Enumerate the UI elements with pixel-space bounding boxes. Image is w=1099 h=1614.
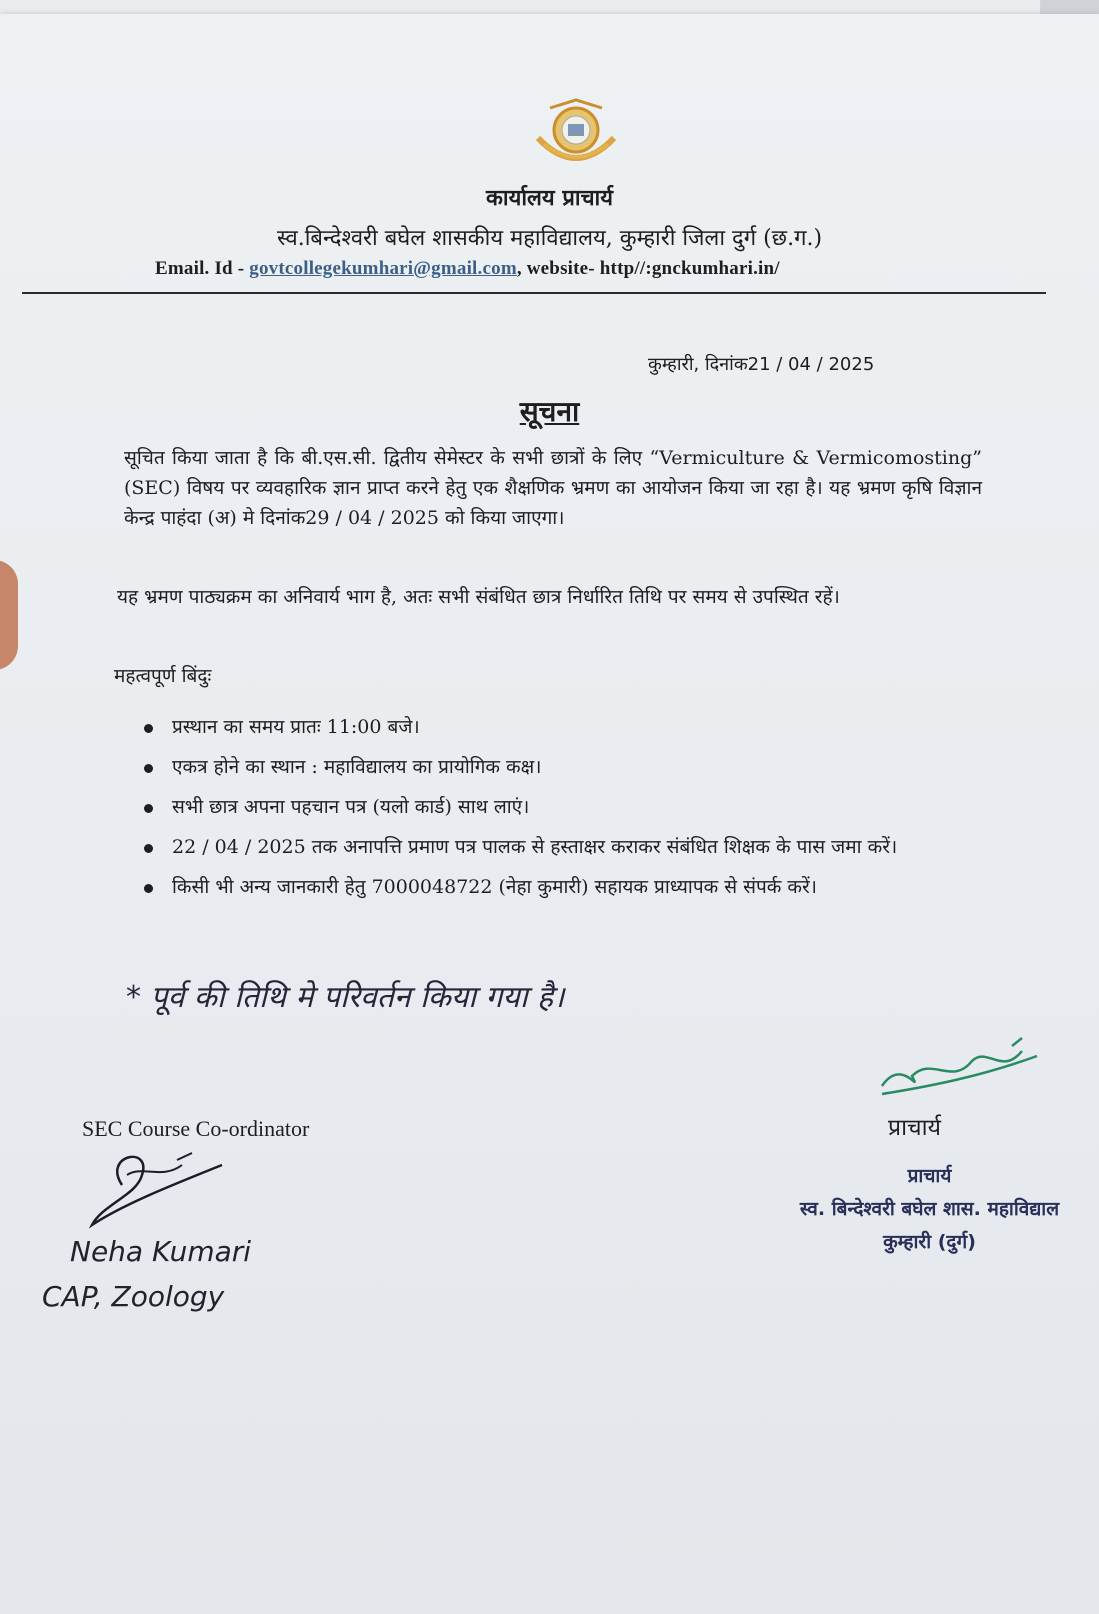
office-heading: कार्यालय प्राचार्य: [485, 185, 614, 211]
paragraph-2: यह भ्रमण पाठ्यक्रम का अनिवार्य भाग है, अतः सभी संबंधित छात्र निर्धारित तिथि पर समय से उपस्थित रहें।: [117, 586, 840, 608]
principal-stamp: [760, 1160, 1099, 1259]
list-item: 22 / 04 / 2025 तक अनापत्ति प्रमाण पत्र पालक से हस्ताक्षर कराकर संबंधित शिक्षक के पास जमा करें।: [136, 832, 1016, 862]
list-item: एकत्र होने का स्थान : महाविद्यालय का प्रायोगिक कक्ष।: [136, 752, 1016, 782]
principal-label: प्राचार्य: [888, 1115, 941, 1141]
coordinator-name: Neha Kumari: [70, 1235, 252, 1268]
coordinator-department: CAP, Zoology: [42, 1280, 225, 1313]
coordinator-signature-icon: [82, 1145, 232, 1235]
stamp-title: प्राचार्य: [907, 1165, 952, 1187]
principal-signature-icon: [872, 1036, 1042, 1106]
stamp-college: स्व. बिन्देश्वरी बघेल शास. महाविद्याल: [799, 1198, 1060, 1220]
list-item: सभी छात्र अपना पहचान पत्र (यलो कार्ड) साथ लाएं।: [136, 792, 1016, 822]
header-divider: [22, 292, 1046, 294]
coordinator-label: SEC Course Co-ordinator: [82, 1116, 310, 1141]
email-label: Email. Id -: [155, 258, 250, 279]
list-item: प्रस्थान का समय प्रातः 11:00 बजे।: [136, 712, 1016, 742]
contact-line: [155, 258, 780, 280]
points-label: महत्वपूर्ण बिंदुः: [114, 665, 212, 687]
website-text: , website- http//:gnckumhari.in/: [516, 258, 780, 279]
college-name: स्व.बिन्देश्वरी बघेल शासकीय महाविद्यालय, कुम्हारी जिला दुर्ग (छ.ग.): [276, 226, 823, 251]
list-item: किसी भी अन्य जानकारी हेतु 7000048722 (नेहा कुमारी) सहायक प्राध्यापक से संपर्क करें।: [136, 872, 1016, 902]
email-link[interactable]: govtcollegekumhari@gmail.com: [249, 258, 517, 279]
handwritten-note: * पूर्व की तिथि मे परिवर्तन किया गया है।: [126, 980, 565, 1015]
paragraph-1: सूचित किया जाता है कि बी.एस.सी. द्वितीय सेमेस्टर के सभी छात्रों के लिए “Vermiculture & Vermicomosting” (SEC) विषय पर व्यवहारिक ज्ञान प्राप्त करने हेतु एक शैक्षणिक भ्रमण का आयोजन किया जा रहा है। यह भ्रमण कृषि विज्ञान केन्द्र पाहंदा (अ) मे दिनांक29 / 04 / 2025 को किया जाएगा।: [124, 447, 982, 529]
notice-title: सूचना: [519, 395, 580, 428]
holding-thumb: [0, 560, 18, 670]
notice-date: कुम्हारी, दिनांक21 / 04 / 2025: [648, 354, 875, 375]
college-logo-icon: [530, 98, 622, 168]
important-points-list: [136, 712, 1016, 912]
stamp-place: कुम्हारी (दुर्ग): [883, 1231, 976, 1253]
